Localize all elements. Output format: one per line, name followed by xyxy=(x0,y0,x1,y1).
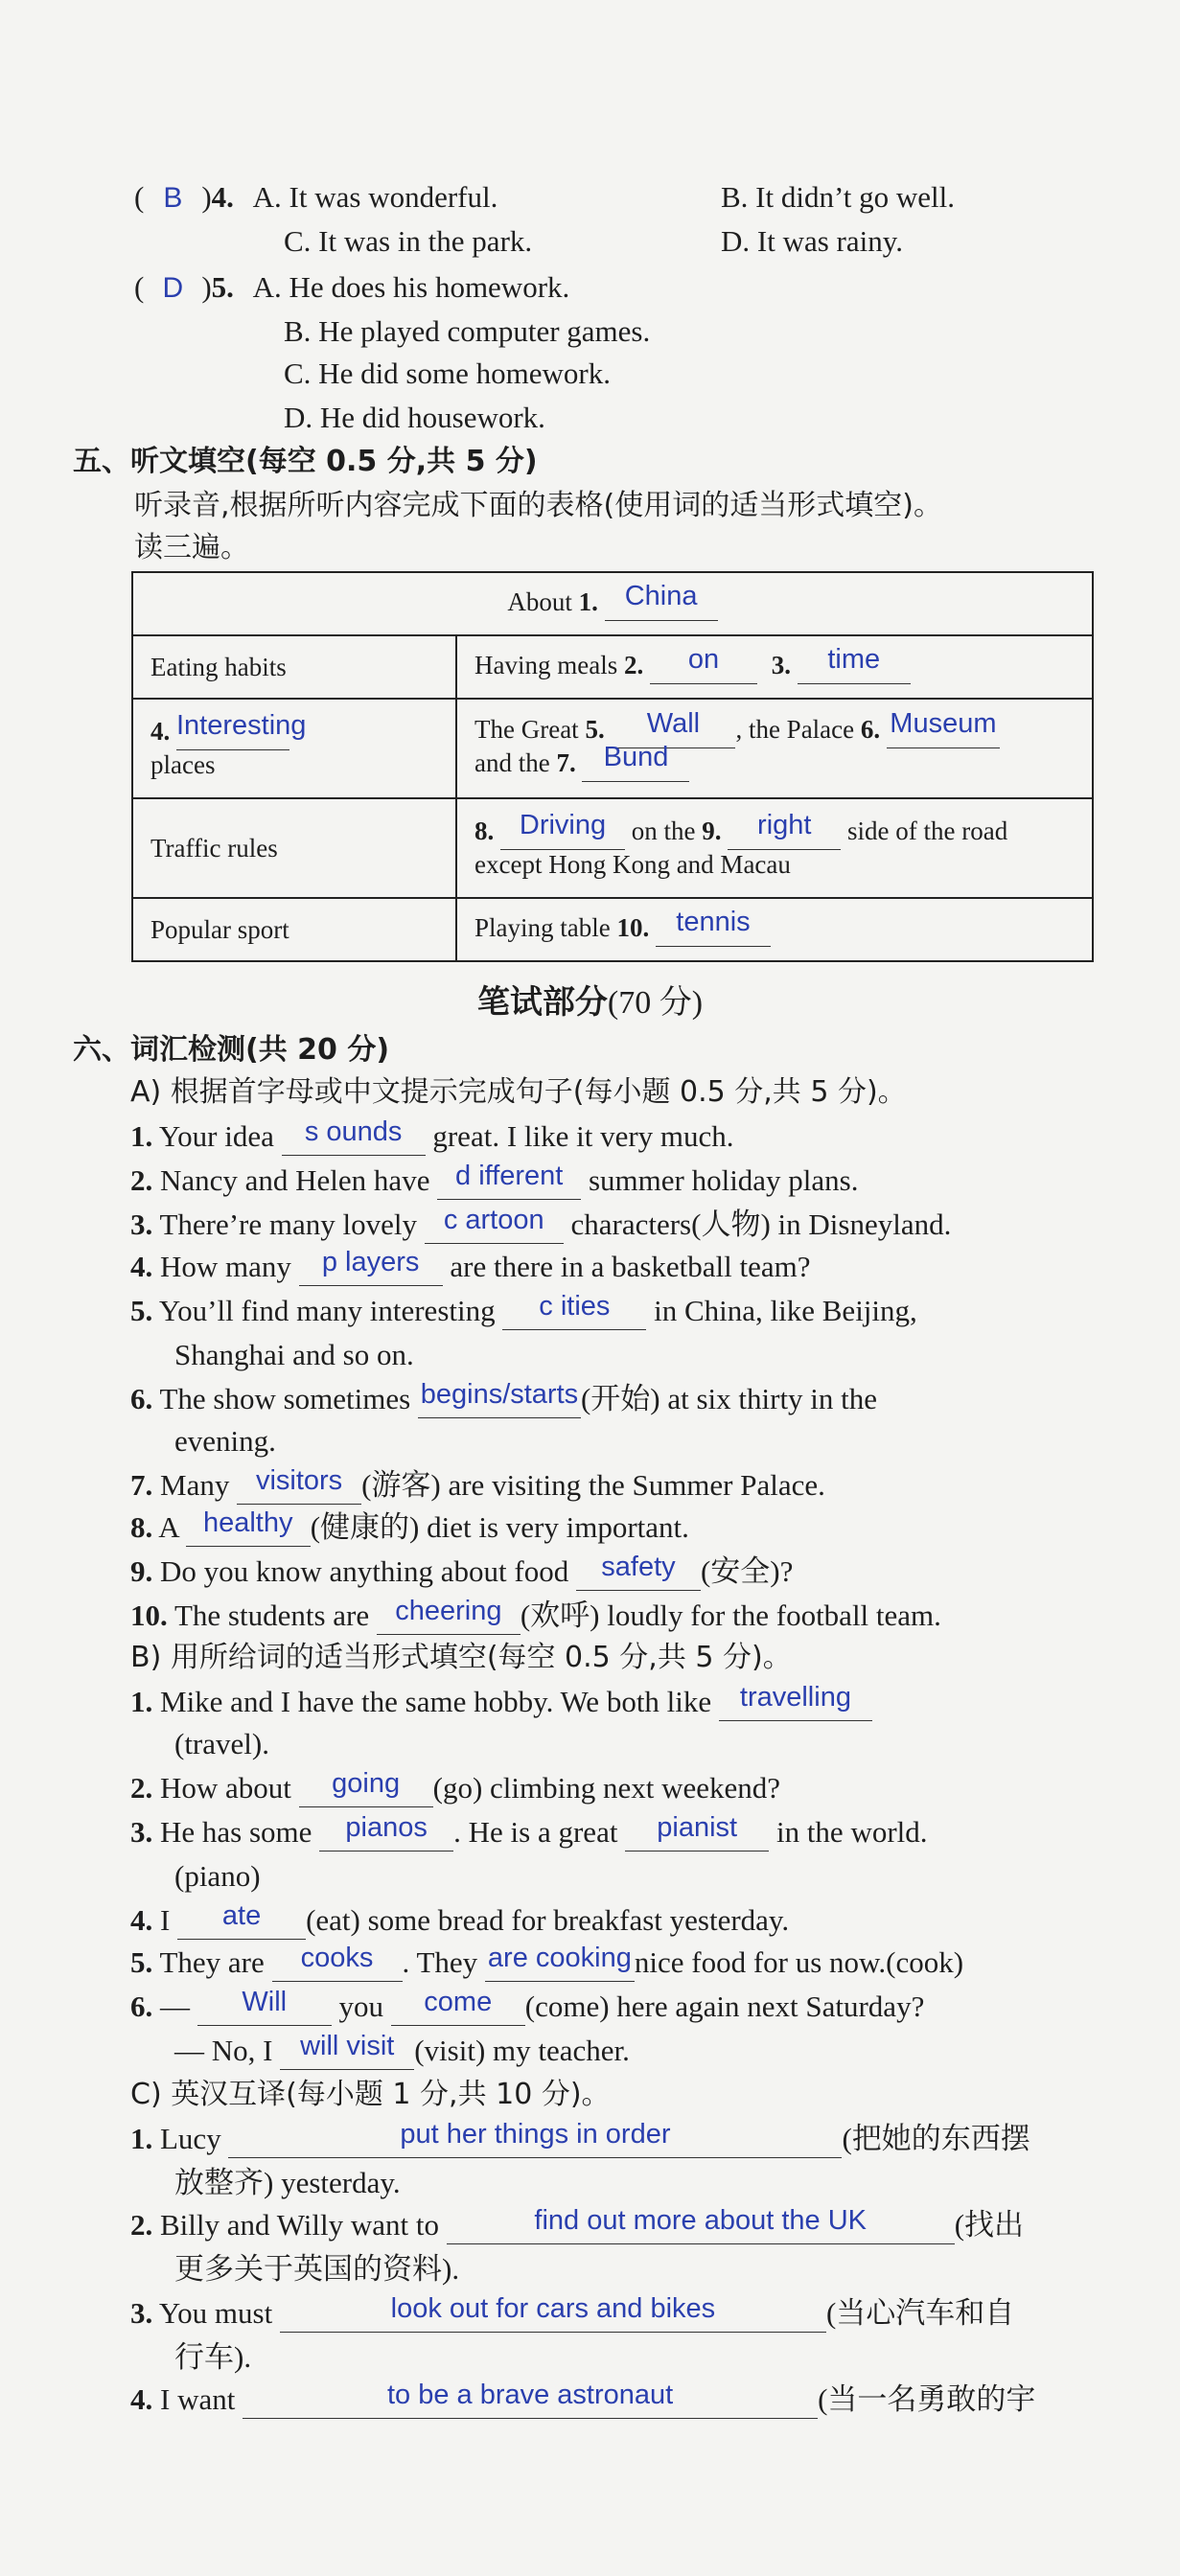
section5-instruction: 听录音,根据所听内容完成下面的表格(使用词的适当形式填空)。 xyxy=(134,489,942,522)
c-item-2-cont: 更多关于英国的资料). xyxy=(174,2252,460,2286)
label-eating-habits: Eating habits xyxy=(132,635,456,699)
b-item-6: 6. — Will you come (come) here again next Saturday? xyxy=(130,1988,924,2026)
a-item-2: 2. Nancy and Helen have d ifferent summer holiday plans. xyxy=(130,1162,859,1200)
a-blank-3[interactable]: c artoon xyxy=(425,1210,564,1244)
b-item-3: 3. He has some pianos . He is a great pianist in the world. xyxy=(130,1813,928,1852)
blank-7[interactable]: Bund xyxy=(582,748,689,782)
b-item-1: 1. Mike and I have the same hobby. We both like travelling xyxy=(130,1683,872,1721)
b-blank-3a[interactable]: pianos xyxy=(319,1818,453,1852)
section5-title: 五、听文填空(每空 0.5 分,共 5 分) xyxy=(73,445,538,478)
a-item-5: 5. You’ll find many interesting c ities in China, like Beijing, xyxy=(130,1292,917,1330)
a-item-6-cont: evening. xyxy=(174,1424,276,1458)
option-5b: B. He played computer games. xyxy=(284,314,651,348)
b-blank-5a[interactable]: cooks xyxy=(272,1948,403,1982)
table-row-eating: Having meals 2. on 3. time xyxy=(456,635,1093,699)
question-4: ( B )4. A. It was wonderful. xyxy=(134,178,497,218)
blank-10[interactable]: tennis xyxy=(656,913,771,947)
a-item-1: 1. Your idea s ounds great. I like it very much. xyxy=(130,1117,734,1156)
blank-4[interactable]: Interesting xyxy=(176,717,289,750)
answer-4: B xyxy=(163,182,183,214)
table-row-traffic: 8. Driving on the 9. right side of the road except Hong Kong and Macau xyxy=(456,798,1093,898)
section6-title: 六、词汇检测(共 20 分) xyxy=(73,1033,390,1067)
b-blank-6a[interactable]: Will xyxy=(197,1992,332,2026)
c-blank-1[interactable]: put her things in order xyxy=(228,2125,842,2158)
table-row-sport: Playing table 10. tennis xyxy=(456,898,1093,961)
option-4a: A. It was wonderful. xyxy=(252,180,498,214)
b-blank-6b[interactable]: come xyxy=(391,1992,525,2026)
listening-table xyxy=(131,571,1094,962)
a-blank-2[interactable]: d ifferent xyxy=(437,1166,581,1200)
b-blank-3b[interactable]: pianist xyxy=(625,1818,769,1852)
a-item-7: 7. Many visitors (游客) are visiting the Summer Palace. xyxy=(130,1466,825,1505)
blank-2[interactable]: on xyxy=(650,651,757,684)
a-item-8: 8. A healthy (健康的) diet is very important. xyxy=(130,1508,689,1547)
a-item-5-cont: Shanghai and so on. xyxy=(174,1338,414,1371)
partC-title: C) 英汉互译(每小题 1 分,共 10 分)。 xyxy=(130,2078,611,2111)
b-item-3-cont: (piano) xyxy=(174,1859,261,1893)
blank-1[interactable]: China xyxy=(605,587,718,621)
blank-8[interactable]: Driving xyxy=(500,816,625,850)
a-blank-4[interactable]: p layers xyxy=(299,1253,443,1286)
section5-instruction-2: 读三遍。 xyxy=(134,531,249,564)
a-blank-8[interactable]: healthy xyxy=(186,1513,311,1547)
a-blank-10[interactable]: cheering xyxy=(377,1601,521,1635)
partB-title: B) 用所给词的适当形式填空(每空 0.5 分,共 5 分)。 xyxy=(130,1641,792,1674)
c-item-2: 2. Billy and Willy want to find out more about the UK (找出 xyxy=(130,2206,1024,2244)
c-item-3-cont: 行车). xyxy=(174,2340,252,2374)
a-item-6: 6. The show sometimes begins/starts(开始) at six thirty in the xyxy=(130,1380,877,1418)
option-4d: D. It was rainy. xyxy=(721,224,903,258)
table-row-places: The Great 5. Wall , the Palace 6. Museum and the 7. Bund xyxy=(456,699,1093,798)
a-item-10: 10. The students are cheering (欢呼) loudly for the football team. xyxy=(130,1597,941,1635)
c-item-3: 3. You must look out for cars and bikes (当心汽车和自 xyxy=(130,2294,1014,2333)
a-item-9: 9. Do you know anything about food safety (安全)? xyxy=(130,1552,793,1591)
blank-6[interactable]: Museum xyxy=(887,715,1000,748)
b-item-2: 2. How about going (go) climbing next weekend? xyxy=(130,1769,780,1807)
a-blank-5[interactable]: c ities xyxy=(502,1297,646,1330)
option-5c: C. He did some homework. xyxy=(284,356,611,390)
a-item-4: 4. How many p layers are there in a basketball team? xyxy=(130,1248,811,1286)
a-blank-1[interactable]: s ounds xyxy=(282,1122,426,1156)
blank-9[interactable]: right xyxy=(728,816,841,850)
question-5: ( D )5. A. He does his homework. xyxy=(134,268,569,308)
b-item-1-cont: (travel). xyxy=(174,1727,269,1760)
partA-title: A) 根据首字母或中文提示完成句子(每小题 0.5 分,共 5 分)。 xyxy=(130,1075,907,1109)
b-blank-6c[interactable]: will visit xyxy=(280,2036,414,2070)
table-row-about: About 1. China xyxy=(132,572,1093,635)
answer-5: D xyxy=(162,272,184,304)
c-item-1: 1. Lucy put her things in order (把她的东西摆 xyxy=(130,2120,1030,2158)
a-blank-9[interactable]: safety xyxy=(576,1557,701,1591)
b-blank-1[interactable]: travelling xyxy=(719,1688,872,1721)
table-row-places-label: 4. Interesting places xyxy=(132,699,456,798)
b-item-6-line2: — No, I will visit (visit) my teacher. xyxy=(174,2032,630,2070)
b-item-4: 4. I ate (eat) some bread for breakfast yesterday. xyxy=(130,1901,789,1940)
c-item-1-cont: 放整齐) yesterday. xyxy=(174,2166,401,2199)
c-blank-4[interactable]: to be a brave astronaut xyxy=(243,2385,818,2419)
b-blank-2[interactable]: going xyxy=(299,1774,433,1807)
blank-3[interactable]: time xyxy=(798,651,911,684)
a-blank-7[interactable]: visitors xyxy=(237,1471,361,1505)
option-5a: A. He does his homework. xyxy=(252,270,570,304)
c-blank-2[interactable]: find out more about the UK xyxy=(447,2211,955,2244)
b-blank-5b[interactable]: are cooking xyxy=(485,1948,635,1982)
written-part-title: 笔试部分(70 分) xyxy=(476,983,704,1022)
option-4c: C. It was in the park. xyxy=(284,224,533,258)
a-item-3: 3. There’re many lovely c artoon characters(人物) in Disneyland. xyxy=(130,1206,951,1244)
blank-5[interactable]: Wall xyxy=(611,715,735,748)
label-popular-sport: Popular sport xyxy=(132,898,456,961)
label-traffic-rules: Traffic rules xyxy=(132,798,456,898)
c-blank-3[interactable]: look out for cars and bikes xyxy=(280,2299,826,2333)
b-blank-4[interactable]: ate xyxy=(177,1906,306,1940)
option-5d: D. He did housework. xyxy=(284,401,545,434)
b-item-5: 5. They are cooks . They are cookingnice food for us now.(cook) xyxy=(130,1944,963,1982)
a-blank-6[interactable]: begins/starts xyxy=(418,1385,581,1418)
c-item-4: 4. I want to be a brave astronaut (当一名勇敢的宇 xyxy=(130,2380,1035,2419)
option-4b: B. It didn’t go well. xyxy=(721,180,955,214)
